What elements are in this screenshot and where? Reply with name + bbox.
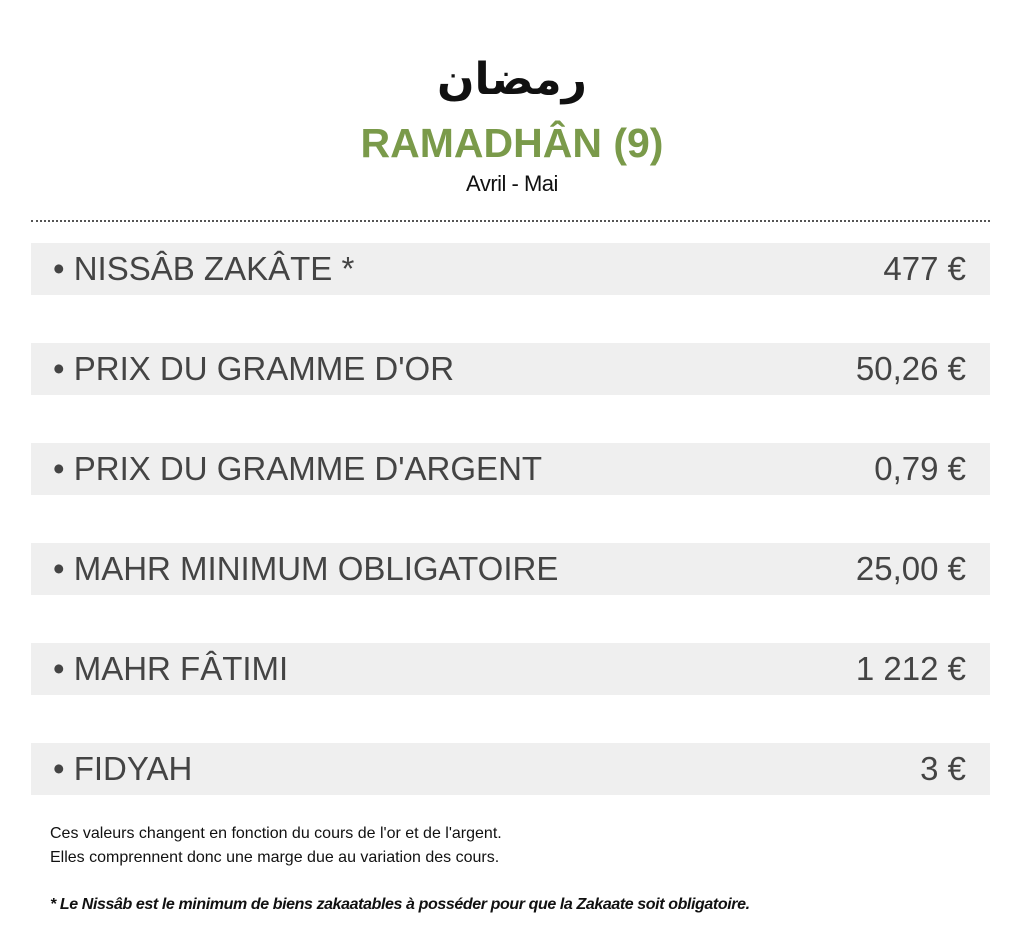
note-line-1: Ces valeurs changent en fonction du cours de l'or et de l'argent. bbox=[50, 825, 502, 842]
row-silver-price bbox=[31, 443, 990, 495]
row-label: • NISSÂB ZAKÂTE * bbox=[53, 250, 355, 287]
footnote: * Le Nissâb est le minimum de biens zakaatables à posséder pour que la Zakaate soit obligatoire. bbox=[50, 896, 750, 913]
row-label: • PRIX DU GRAMME D'OR bbox=[53, 350, 455, 387]
note-line-2: Elles comprennent donc une marge due au variation des cours. bbox=[50, 849, 500, 866]
row-label: • MAHR MINIMUM OBLIGATOIRE bbox=[53, 550, 559, 587]
row-value: 3 € bbox=[920, 750, 966, 787]
row-label: • FIDYAH bbox=[53, 750, 193, 787]
row-value: 0,79 € bbox=[874, 450, 966, 487]
row-label: • PRIX DU GRAMME D'ARGENT bbox=[53, 450, 543, 487]
values-list bbox=[31, 243, 990, 843]
row-value: 25,00 € bbox=[855, 550, 966, 587]
row-value: 1 212 € bbox=[855, 650, 966, 687]
row-fidyah bbox=[31, 743, 990, 795]
month-title: RAMADHÂN (9) bbox=[360, 120, 664, 166]
dotted-divider bbox=[31, 220, 990, 222]
row-gold-price bbox=[31, 343, 990, 395]
month-subtitle: Avril - Mai bbox=[466, 171, 558, 196]
arabic-month-title: رمضان bbox=[436, 54, 587, 105]
row-label: • MAHR FÂTIMI bbox=[53, 650, 289, 687]
row-value: 50,26 € bbox=[855, 350, 966, 387]
notes bbox=[50, 822, 990, 870]
row-nissab-zakate bbox=[31, 243, 990, 295]
row-value: 477 € bbox=[883, 250, 966, 287]
row-mahr-minimum bbox=[31, 543, 990, 595]
row-mahr-fatimi bbox=[31, 643, 990, 695]
